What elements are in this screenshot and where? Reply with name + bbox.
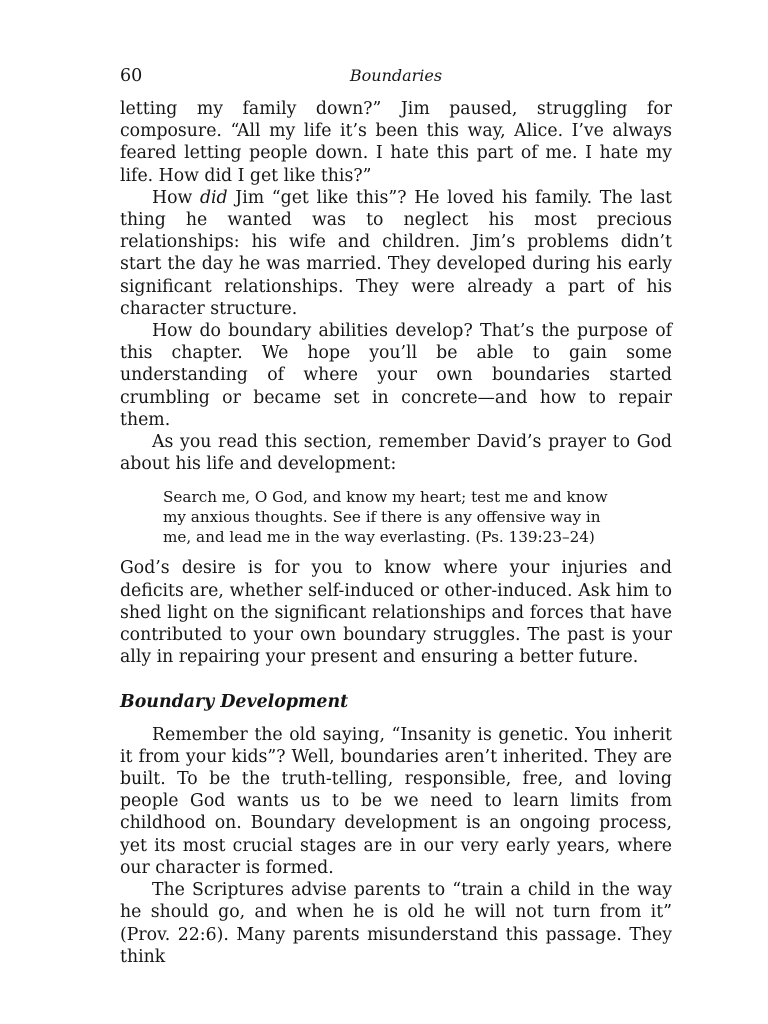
paragraph-2-emphasis: did	[199, 187, 228, 208]
book-page	[120, 58, 672, 968]
paragraph-2	[120, 187, 672, 320]
page-number: 60	[120, 66, 143, 86]
paragraph-1: letting my family down?” Jim paused, struggling for composure. “All my life it’s been this way, Alice. I’ve always feared letting people down. I hate this part of me. I hate my life. How did I get like this?”	[120, 99, 672, 186]
paragraph-3: How do boundary abilities develop? That’s the purpose of this chapter. We hope you’ll be able to gain some understanding of where your own boundaries started crumbling or became set in concrete—and how to repair them.	[120, 321, 672, 430]
scripture-quote: Search me, O God, and know my heart; test me and know my anxious thoughts. See if there is any offensive way in me, and lead me in the way everlasting. (Ps. 139:23–24)	[163, 488, 608, 547]
paragraph-2-rest: Jim “get like this”? He loved his family. The last thing he wanted was to neglect his most precious relationships: his wife and children. Jim’s problems didn’t start the day he was married. They developed during his early significant relationships. They were already a part of his character structure.	[120, 187, 672, 319]
running-head: Boundaries	[349, 66, 443, 85]
paragraph-6: Remember the old saying, “Insanity is genetic. You inherit it from your kids”? Well, boundaries aren’t inherited. They are built. To be the truth-telling, responsible, free, and loving people God wants us to be we need to learn limits from childhood on. Boundary development is an ongoing process, yet its most crucial stages are in our very early years, where our character is formed.	[120, 724, 672, 878]
page-header	[120, 58, 672, 98]
section-title: Boundary Development	[120, 692, 349, 713]
page-body	[120, 98, 672, 968]
paragraph-2-start: How	[152, 187, 200, 208]
paragraph-5: God’s desire is for you to know where your injuries and deficits are, whether self-induced or other-induced. Ask him to shed light on the significant relationships and forces that have contributed to your own boundary struggles. The past is your ally in repairing your present and ensuring a better future.	[120, 558, 672, 668]
paragraph-4: As you read this section, remember David’s prayer to God about his life and development:	[120, 432, 672, 475]
paragraph-7: The Scriptures advise parents to “train a child in the way he should go, and when he is old he will not turn from it” (Prov. 22:6). Many parents misunderstand this passage. They think	[120, 880, 672, 967]
